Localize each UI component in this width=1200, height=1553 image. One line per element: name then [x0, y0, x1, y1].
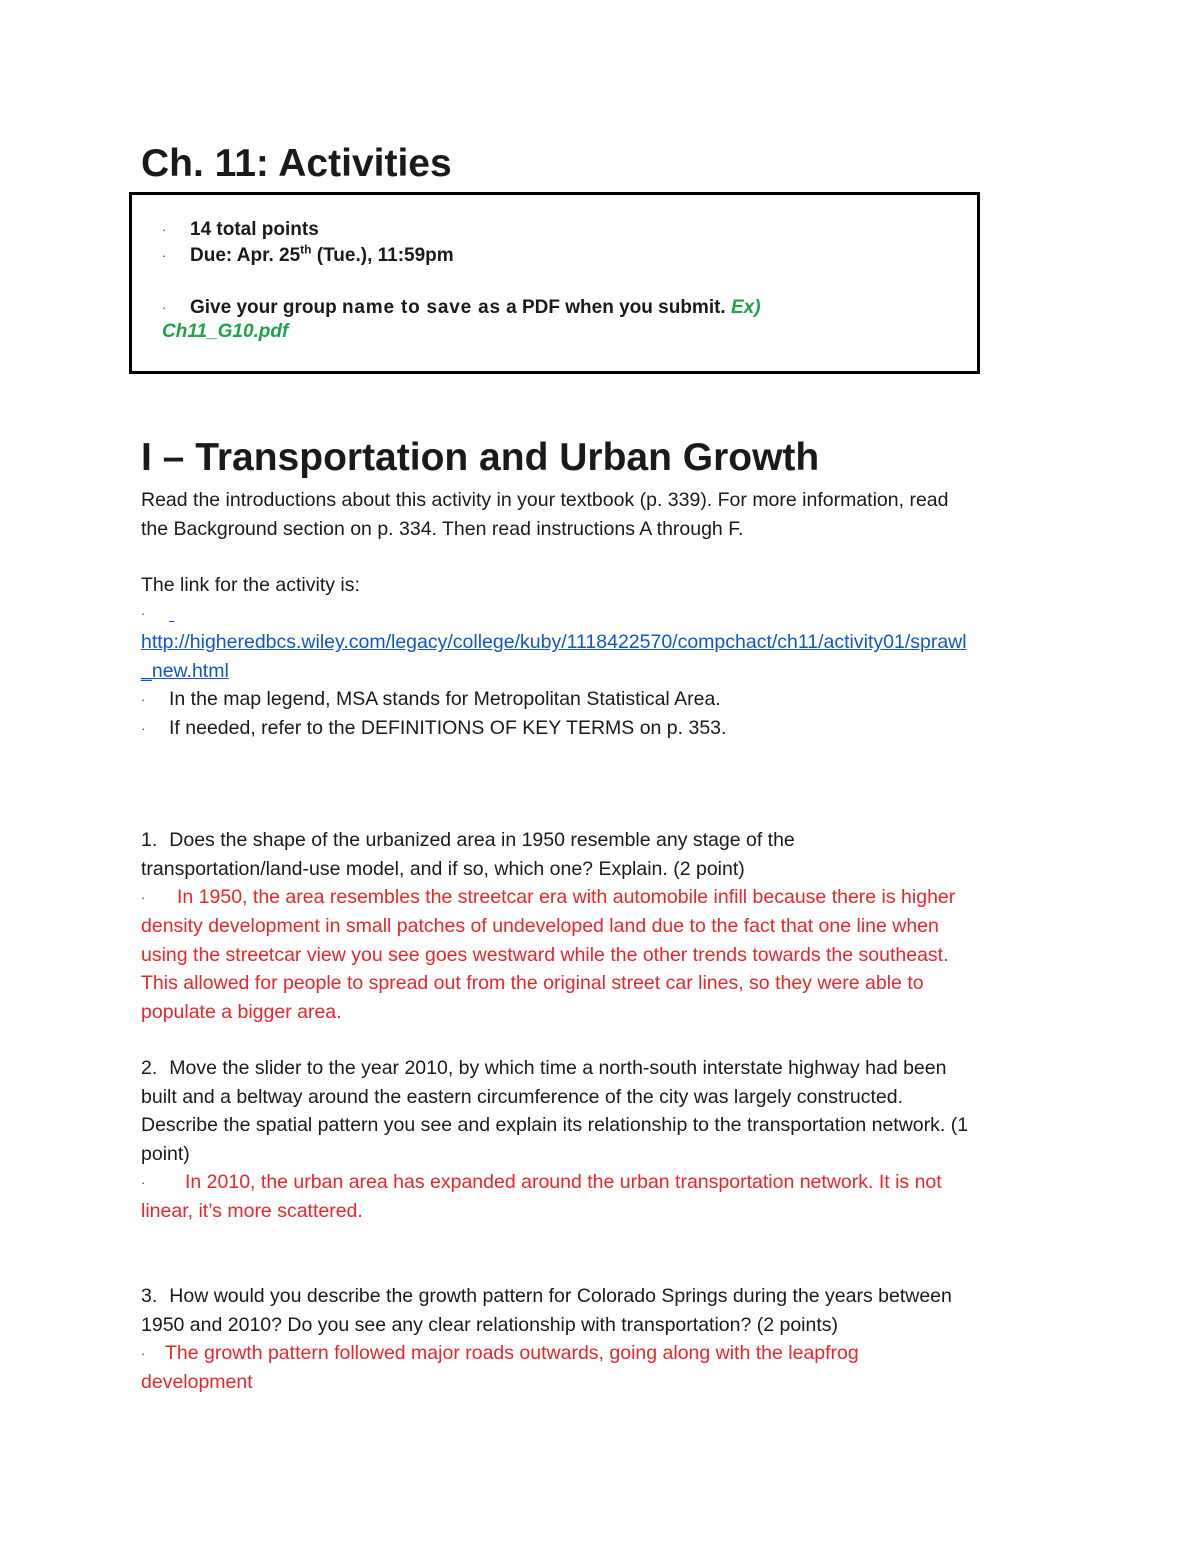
empty-link[interactable] [169, 603, 174, 625]
due-superscript: th [300, 242, 312, 257]
due-prefix: Due: Apr. 25 [190, 245, 301, 267]
info-due-date [162, 244, 454, 268]
bullet-dot-icon: · [141, 1174, 146, 1190]
bullet-dot-icon: · [162, 300, 167, 315]
bullet-dot-icon: · [162, 222, 167, 237]
note-msa: In the map legend, MSA stands for Metropolitan Statistical Area. [169, 688, 721, 711]
section-heading: I – Transportation and Urban Growth [141, 436, 820, 479]
instruction-text-a: Give your group [190, 297, 343, 319]
answer-text: development [141, 1371, 253, 1394]
note-definitions: If needed, refer to the DEFINITIONS OF KEY TERMS on p. 353. [169, 717, 727, 740]
info-instruction [162, 296, 761, 320]
question-text: point) [141, 1142, 190, 1165]
due-suffix: (Tue.), 11:59pm [311, 245, 454, 267]
bullet-dot-icon: · [162, 248, 167, 263]
intro-line: Read the introductions about this activity in your textbook (p. 339). For more information, read [141, 489, 949, 511]
instruction-text-spaced: name to save as [342, 297, 501, 319]
section-intro [141, 486, 1061, 543]
question-text: Move the slider to the year 2010, by which time a north-south interstate highway had been [169, 1057, 947, 1079]
question-text: Describe the spatial pattern you see and explain its relationship to the transportation network. (1 [141, 1114, 969, 1136]
answer-text: using the streetcar view you see goes westward while the other trends towards the southeast. [141, 943, 949, 966]
bullet-dot-icon: · [141, 889, 146, 905]
answer-text: The growth pattern followed major roads outwards, going along with the leapfrog [165, 1342, 859, 1364]
page-title: Ch. 11: Activities [141, 142, 452, 185]
question-number: 3. [141, 1285, 158, 1307]
example-filename: Ch11_G10.pdf [162, 321, 289, 342]
example-label: Ex) [730, 297, 761, 319]
question-text: Does the shape of the urbanized area in 1950 resemble any stage of the [169, 829, 795, 851]
link-intro: The link for the activity is: [141, 574, 360, 596]
answer-text: In 1950, the area resembles the streetcar era with automobile infill because there is higher [177, 886, 956, 908]
question-text: How would you describe the growth pattern for Colorado Springs during the years between [169, 1285, 952, 1307]
intro-line: the Background section on p. 334. Then read instructions A through F. [141, 517, 744, 540]
bullet-dot-icon: · [141, 691, 146, 707]
bullet-dot-icon: · [141, 721, 146, 737]
activity-link-continued[interactable]: _new.html [141, 659, 229, 682]
question-number: 1. [141, 829, 158, 851]
answer-text: This allowed for people to spread out from the original street car lines, so they were able to [141, 972, 924, 995]
question-text: built and a beltway around the eastern circumference of the city was largely constructed. [141, 1085, 903, 1108]
points-text: 14 total points [190, 219, 319, 241]
info-points [162, 218, 319, 242]
answer-text: linear, it’s more scattered. [141, 1200, 363, 1223]
question-text: transportation/land-use model, and if so, which one? Explain. (2 point) [141, 857, 745, 880]
answer-text: populate a bigger area. [141, 1000, 342, 1023]
question-2 [141, 1054, 1061, 1226]
link-section [141, 571, 1061, 744]
answer-text: density development in small patches of undeveloped land due to the fact that one line when [141, 915, 939, 938]
question-number: 2. [141, 1057, 158, 1079]
bullet-dot-icon: · [141, 606, 146, 622]
bullet-dot-icon: · [141, 1345, 146, 1361]
question-1 [141, 826, 1061, 1026]
instruction-text-b: a PDF when you submit. [500, 297, 731, 319]
question-3 [141, 1282, 1061, 1397]
answer-text: In 2010, the urban area has expanded around the urban transportation network. It is not [185, 1171, 942, 1193]
question-text: 1950 and 2010? Do you see any clear relationship with transportation? (2 points) [141, 1313, 839, 1336]
assignment-info-box [129, 192, 980, 374]
activity-link[interactable]: http://higheredbcs.wiley.com/legacy/college/kuby/1118422570/compchact/ch11/activity01/sprawl [141, 631, 967, 654]
